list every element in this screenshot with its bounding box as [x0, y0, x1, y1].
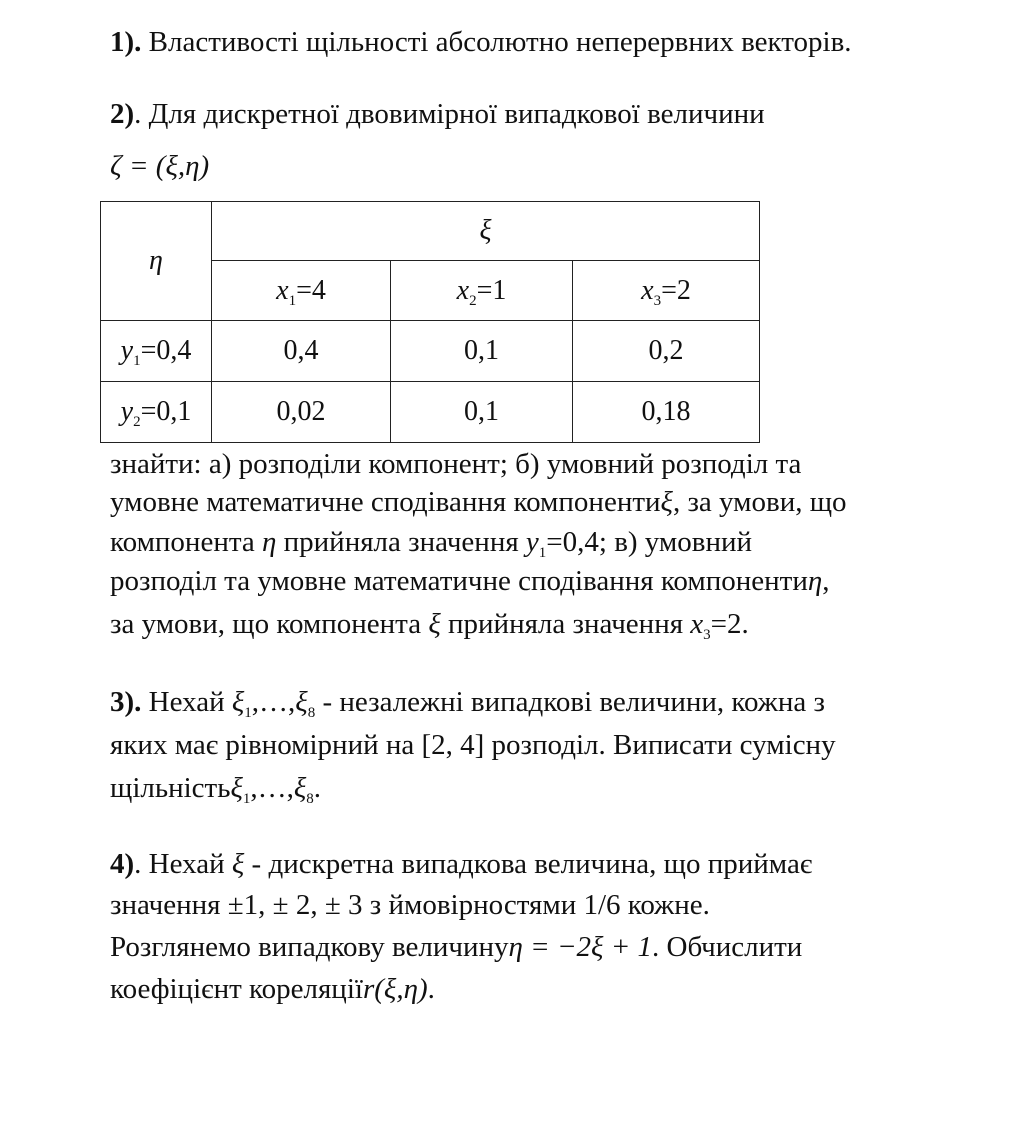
task2-formula: ζ = (ξ,η) — [110, 150, 210, 182]
task3-line-2: яких має рівномірний на [2, 4] розподіл. Виписати сумісну — [110, 729, 836, 761]
col-label-x3: $x_3=2$ — [573, 261, 760, 321]
table-cell: 0,18 — [573, 382, 760, 443]
task4-number: 4) — [110, 848, 135, 880]
task2-find-line-2: умовне математичне сподівання компонентиξ, за умови, що — [110, 486, 847, 518]
table-row — [101, 321, 760, 382]
col-label-x1: $x_1=4$ — [212, 261, 391, 321]
task2-intro-line — [110, 96, 765, 132]
col-label-x2: $x_2=1$ — [391, 261, 573, 321]
task3-line-1: 3). Нехай $\xi_1,\dots,\xi_8$ - незалежні випадкові величини, кожна з — [110, 686, 825, 721]
table-col-header: ξ — [212, 202, 760, 261]
row-label-y2: $y_2=0,1$ — [101, 382, 212, 443]
task4-line-1: 4). Нехай ξ - дискретна випадкова величина, що приймає — [110, 848, 813, 880]
task1-text: Властивості щільності абсолютно неперервних векторів. — [141, 26, 852, 58]
table-cell: 0,4 — [212, 321, 391, 382]
table-cell: 0,1 — [391, 382, 573, 443]
row-label-y1: $y_1=0,4$ — [101, 321, 212, 382]
task2-number: 2) — [110, 98, 135, 130]
task2-find-line-3: компонента η прийняла значення $y_1=0,4$; в) умовний — [110, 526, 753, 561]
task4-line-4: коефіцієнт кореляціїr(ξ,η). — [110, 973, 435, 1005]
table-row — [101, 382, 760, 443]
table-row-header: η — [101, 202, 212, 321]
task1-number: 1). — [110, 26, 142, 58]
task2-find-line-4: розподіл та умовне математичне сподівання компонентиη, — [110, 565, 830, 597]
table-cell: 0,2 — [573, 321, 760, 382]
table-cell: 0,02 — [212, 382, 391, 443]
distribution-table — [100, 201, 760, 443]
task3-number: 3). — [110, 686, 142, 718]
task3-line-3: $щільність\xi_1,\dots,\xi_8$. — [110, 772, 322, 807]
table-cell: 0,1 — [391, 321, 573, 382]
task2-find-line-5: за умови, що компонента ξ прийняла значення $x_3=2$. — [110, 608, 749, 643]
task2-find-line-1: знайти: а) розподіли компонент; б) умовний розподіл та — [110, 448, 802, 480]
task2-intro: . Для дискретної двовимірної випадкової величини — [134, 98, 765, 130]
task1-line — [110, 24, 852, 60]
task4-line-3: Розглянемо випадкову величинуη = −2ξ + 1. Обчислити — [110, 931, 803, 963]
task4-line-2: значення ±1, ± 2, ± 3 з ймовірностями 1/6 кожне. — [110, 889, 710, 921]
